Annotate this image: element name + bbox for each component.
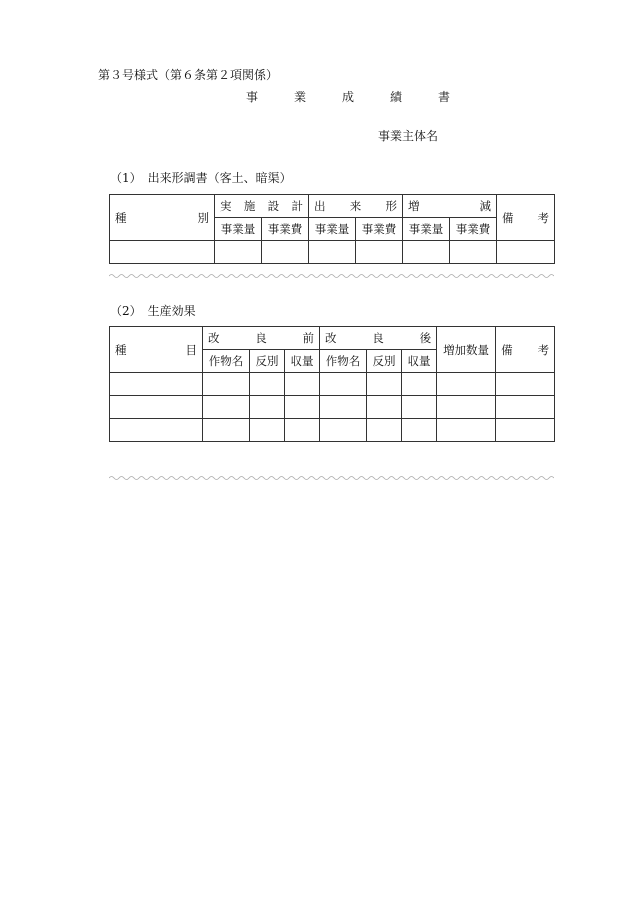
- header-planned-design: 実 施 設 計: [215, 195, 309, 218]
- table-cell: [437, 419, 496, 442]
- table-cell: [110, 373, 203, 396]
- header-remarks: 備 考: [496, 327, 555, 373]
- subheader-area: 反別: [250, 350, 285, 373]
- table-cell: [356, 241, 403, 264]
- table-cell: [403, 241, 450, 264]
- table-cell: [320, 373, 367, 396]
- subheader-yield: 収量: [285, 350, 320, 373]
- table-cell: [320, 419, 367, 442]
- table-row: [110, 419, 555, 442]
- table-cell: [110, 396, 203, 419]
- table-cell: [250, 396, 285, 419]
- section2-heading: （2） 生産効果: [110, 304, 196, 318]
- subheader-cost: 事業費: [450, 218, 497, 241]
- completion-table: [109, 194, 555, 264]
- table-cell: [285, 373, 320, 396]
- table-cell: [110, 241, 215, 264]
- header-before-improvement: 改 良 前: [203, 327, 320, 350]
- subheader-yield: 収量: [402, 350, 437, 373]
- cut-line-decoration: [109, 273, 554, 279]
- table-row: [110, 396, 555, 419]
- header-increase-quantity: 増加数量: [437, 327, 496, 373]
- header-completed: 出 来 形: [309, 195, 403, 218]
- table-cell: [110, 419, 203, 442]
- production-effect-table: [109, 326, 555, 442]
- table-cell: [367, 419, 402, 442]
- table-cell: [497, 241, 555, 264]
- table-cell: [320, 396, 367, 419]
- subheader-crop-name: 作物名: [203, 350, 250, 373]
- subheader-cost: 事業費: [262, 218, 309, 241]
- cut-line-decoration: [109, 475, 554, 481]
- table-cell: [496, 373, 555, 396]
- table-cell: [402, 419, 437, 442]
- subheader-crop-name: 作物名: [320, 350, 367, 373]
- subheader-quantity: 事業量: [403, 218, 450, 241]
- header-after-improvement: 改 良 後: [320, 327, 437, 350]
- table-row: [110, 241, 555, 264]
- table-cell: [215, 241, 262, 264]
- table-cell: [203, 396, 250, 419]
- subheader-quantity: 事業量: [215, 218, 262, 241]
- form-number-label: 第３号様式（第６条第２項関係）: [98, 68, 279, 82]
- table-cell: [285, 396, 320, 419]
- header-remarks: 備 考: [497, 195, 555, 241]
- subheader-area: 反別: [367, 350, 402, 373]
- table-cell: [309, 241, 356, 264]
- table-cell: [402, 396, 437, 419]
- subheader-cost: 事業費: [356, 218, 403, 241]
- table-cell: [402, 373, 437, 396]
- header-change: 増 減: [403, 195, 497, 218]
- table-cell: [496, 419, 555, 442]
- table-cell: [250, 373, 285, 396]
- section1-heading: （1） 出来形調書（客土、暗渠）: [110, 171, 292, 185]
- subheader-quantity: 事業量: [309, 218, 356, 241]
- header-item: 種 目: [110, 327, 203, 373]
- document-title: 事業成績書: [246, 90, 487, 104]
- header-type: 種 別: [110, 195, 215, 241]
- table-cell: [437, 373, 496, 396]
- table-row: [110, 373, 555, 396]
- table-cell: [496, 396, 555, 419]
- table-cell: [367, 396, 402, 419]
- table-cell: [262, 241, 309, 264]
- table-cell: [367, 373, 402, 396]
- table-cell: [250, 419, 285, 442]
- table-cell: [203, 419, 250, 442]
- table-cell: [285, 419, 320, 442]
- table-cell: [203, 373, 250, 396]
- entity-name-label: 事業主体名: [378, 129, 439, 143]
- table-cell: [437, 396, 496, 419]
- table-cell: [450, 241, 497, 264]
